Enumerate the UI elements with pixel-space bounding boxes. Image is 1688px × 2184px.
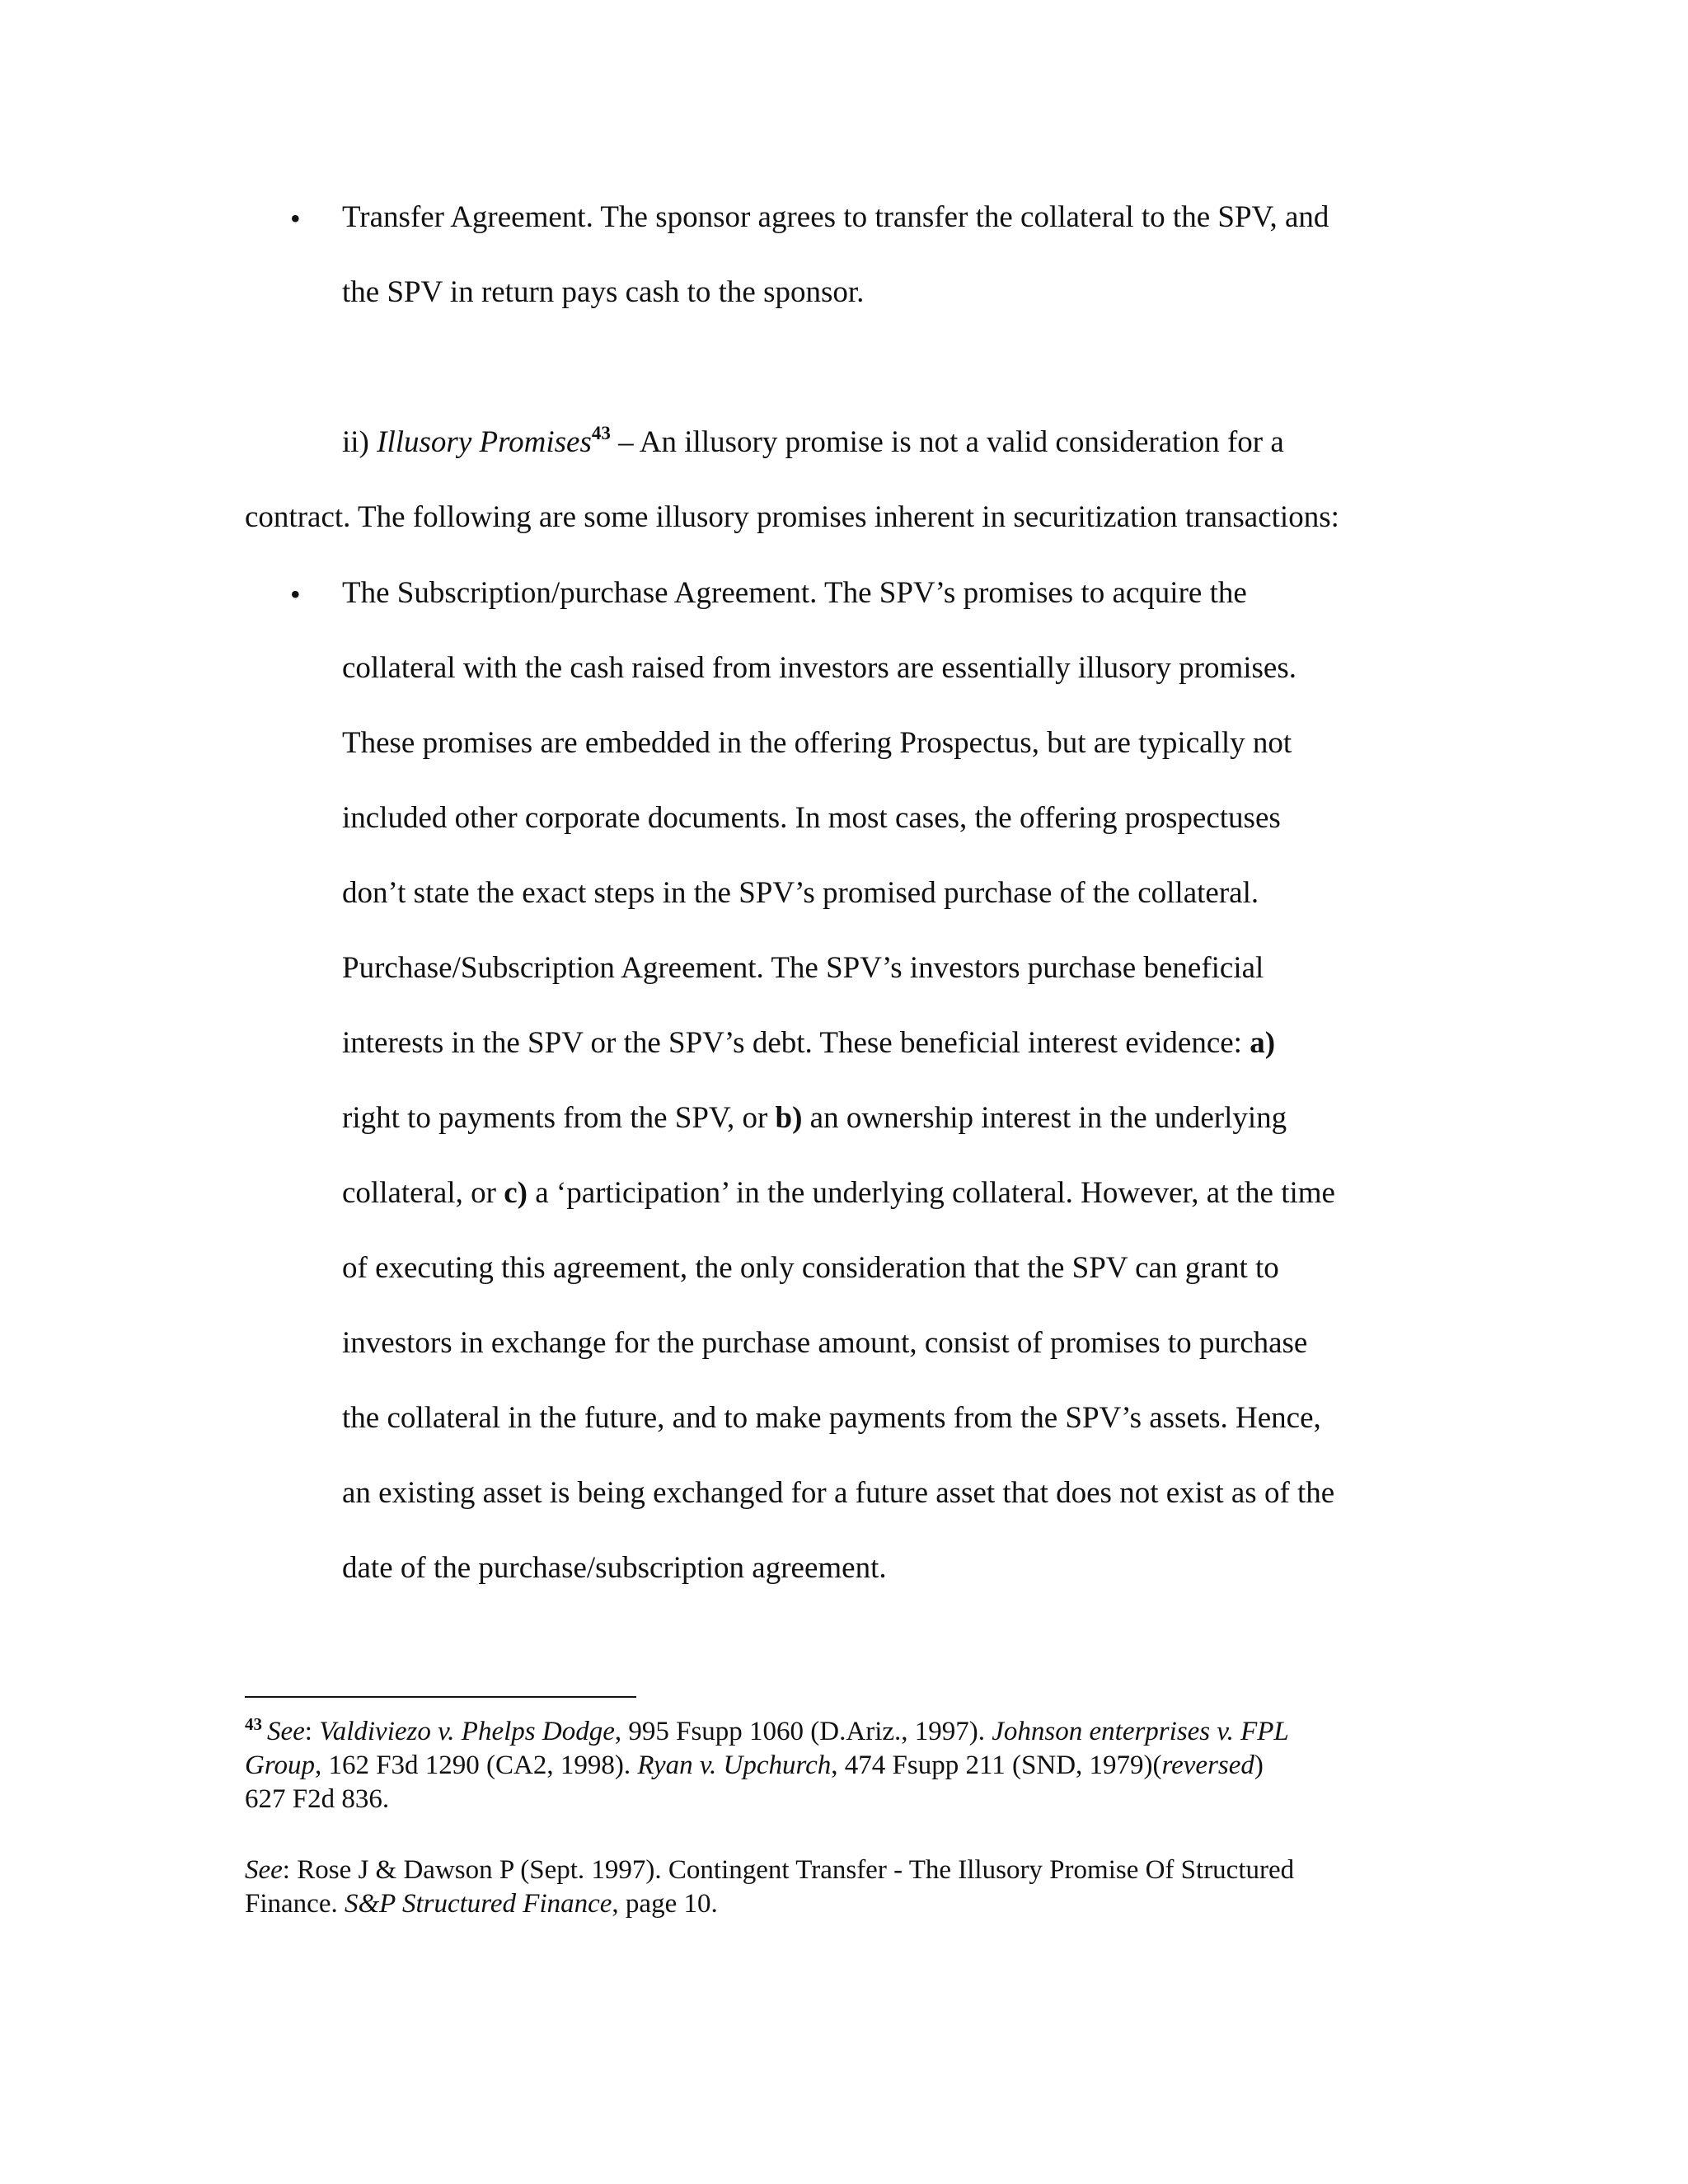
subscription-line-5: don’t state the exact steps in the SPV’s promised purchase of the collateral. xyxy=(342,876,1259,910)
footnote-line-1 xyxy=(245,1716,1289,1750)
footnote-text: , 474 Fsupp 211 (SND, 1979)( xyxy=(831,1750,1162,1780)
reversed-note: reversed xyxy=(1161,1750,1254,1780)
footnote-text: , page 10. xyxy=(612,1889,718,1919)
subscription-line-7 xyxy=(342,1025,1275,1062)
subscription-line-10: of executing this agreement, the only consideration that the SPV can grant to xyxy=(342,1251,1279,1285)
footnote-text: : Rose J & Dawson P (Sept. 1997). Contingent Transfer - The Illusory Promise Of Structured xyxy=(282,1855,1295,1885)
line-text: interests in the SPV or the SPV’s debt. These beneficial interest evidence: xyxy=(342,1026,1250,1060)
transfer-agreement-line-2: the SPV in return pays cash to the sponsor. xyxy=(342,275,865,309)
footnote-separator xyxy=(245,1696,636,1698)
footnote-text: , 162 F3d 1290 (CA2, 1998). xyxy=(314,1750,638,1780)
bullet-marker: • xyxy=(290,202,301,235)
illusory-promises-line-2: contract. The following are some illusory promises inherent in securitization transactions: xyxy=(245,500,1339,534)
subscription-line-3: These promises are embedded in the offering Prospectus, but are typically not xyxy=(342,726,1292,760)
subscription-line-11: investors in exchange for the purchase amount, consist of promises to purchase xyxy=(342,1326,1308,1360)
subscription-line-9 xyxy=(342,1175,1335,1212)
subscription-line-4: included other corporate documents. In most cases, the offering prospectuses xyxy=(342,801,1281,835)
line-text: a ‘participation’ in the underlying collateral. However, at the time xyxy=(527,1176,1335,1210)
subscription-line-6: Purchase/Subscription Agreement. The SPV’s investors purchase beneficial xyxy=(342,951,1264,985)
case-name: Valdiviezo v. Phelps Dodge xyxy=(319,1717,615,1746)
subscription-line-2: collateral with the cash raised from investors are essentially illusory promises. xyxy=(342,651,1296,685)
see-signal: See xyxy=(267,1717,305,1746)
item-marker-a: a) xyxy=(1250,1026,1276,1060)
bullet-marker: • xyxy=(290,578,301,611)
section-title: Illusory Promises xyxy=(377,425,592,459)
line-text: an ownership interest in the underlying xyxy=(802,1101,1287,1135)
footnote-text: , 995 Fsupp 1060 (D.Ariz., 1997). xyxy=(614,1717,992,1746)
illusory-promises-heading-line xyxy=(342,424,1284,464)
item-marker-c: c) xyxy=(504,1176,528,1210)
see-signal: See xyxy=(245,1855,283,1885)
line-text: right to payments from the SPV, or xyxy=(342,1101,776,1135)
footnote-number: 43 xyxy=(245,1714,262,1734)
footnote-line-3: 627 F2d 836. xyxy=(245,1784,390,1814)
footnote-reference: 43 xyxy=(591,423,611,443)
subscription-line-13: an existing asset is being exchanged for a future asset that does not exist as of the xyxy=(342,1476,1335,1510)
line-text: collateral, or xyxy=(342,1176,504,1210)
subscription-line-8 xyxy=(342,1100,1287,1137)
footnote-line-2 xyxy=(245,1750,1264,1781)
footnote-line-5 xyxy=(245,1888,718,1919)
section-prefix: ii) xyxy=(342,425,377,459)
subscription-line-1: The Subscription/purchase Agreement. The SPV’s promises to acquire the xyxy=(342,576,1247,610)
section-intro-text: – An illusory promise is not a valid consideration for a xyxy=(610,425,1284,459)
journal-name: S&P Structured Finance xyxy=(344,1889,612,1919)
case-name: Johnson enterprises v. FPL xyxy=(992,1717,1289,1746)
case-name: Ryan v. Upchurch xyxy=(637,1750,832,1780)
subscription-line-12: the collateral in the future, and to make payments from the SPV’s assets. Hence, xyxy=(342,1401,1321,1435)
footnote-text: ) xyxy=(1254,1750,1264,1780)
footnote-line-4 xyxy=(245,1854,1294,1886)
footnote-text: : xyxy=(304,1717,320,1746)
subscription-line-14: date of the purchase/subscription agreement. xyxy=(342,1551,887,1585)
transfer-agreement-line-1: Transfer Agreement. The sponsor agrees to transfer the collateral to the SPV, and xyxy=(342,200,1329,234)
case-name: Group xyxy=(245,1750,315,1780)
item-marker-b: b) xyxy=(775,1101,803,1135)
footnote-text: Finance. xyxy=(245,1889,345,1919)
